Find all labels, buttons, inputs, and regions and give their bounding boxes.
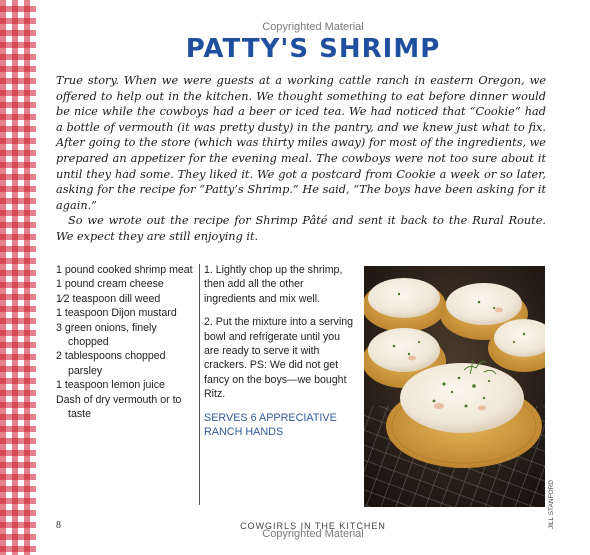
intro-paragraph-1: True story. When we were guests at a working cattle ranch in eastern Oregon, we offered to help out in the kitchen. We thought something to eat before dinner would be nice while the cowboys had a beer or iced tea. We had noticed that “Cookie” had a bottle of vermouth (it was pretty dusty) in the pantry, and we knew just what to fix. After going to the store (which was thirty miles away) for most of the ingredients, we prepared an appetizer for the evening meal. The cowboys were not too sure about it until they had some. They liked it. We got a postcard from Cookie a week or so later, asking for the recipe for “Patty’s Shrimp.” He said, “The boys have been asking for it again.” bbox=[56, 74, 546, 212]
step-1: 1. Lightly chop up the shrimp, then add all the other ingredients and mix well. bbox=[204, 264, 343, 305]
gingham-border bbox=[0, 0, 36, 555]
watermark-bottom: Copyrighted Material bbox=[262, 528, 364, 540]
intro-text bbox=[56, 73, 546, 245]
page-number: 8 bbox=[56, 520, 61, 531]
ingredient-item: 1 pound cooked shrimp meat bbox=[56, 264, 193, 276]
ingredient-item: 1⁄2 teaspoon dill weed bbox=[56, 292, 161, 305]
recipe-title: PATTY'S SHRIMP bbox=[185, 34, 441, 64]
ingredient-item: 1 teaspoon lemon juice bbox=[56, 379, 165, 392]
ingredient-list bbox=[56, 263, 198, 421]
ingredient-item: Dash of dry vermouth or to taste bbox=[56, 393, 182, 421]
running-footer: COWGIRLS IN THE KITCHEN bbox=[240, 521, 386, 531]
ingredient-item: 1 teaspoon Dijon mustard bbox=[56, 307, 177, 320]
photo-illustration bbox=[364, 266, 545, 507]
recipe-steps bbox=[204, 263, 354, 439]
ingredient-item: 3 green onions, finely chopped bbox=[56, 321, 157, 349]
column-divider bbox=[199, 264, 200, 505]
intro-paragraph-2: So we wrote out the recipe for Shrimp Pâté and sent it back to the Rural Route. We expect they are still enjoying it. bbox=[56, 214, 546, 243]
step-2: 2. Put the mixture into a serving bowl and refrigerate until you are ready to serve it with crackers. PS: We did not get fancy on the boys—we bought Ritz. bbox=[204, 316, 353, 401]
shrimp-cracker-photo bbox=[364, 266, 545, 507]
watermark-top: Copyrighted Material bbox=[262, 21, 364, 33]
ingredient-item: 2 tablespoons chopped parsley bbox=[56, 350, 166, 377]
photo-credit: JILL STANFORD bbox=[548, 480, 555, 530]
serves-note: SERVES 6 APPRECIATIVE RANCH HANDS bbox=[204, 411, 337, 439]
ingredient-item: 1 pound cream cheese bbox=[56, 278, 164, 291]
